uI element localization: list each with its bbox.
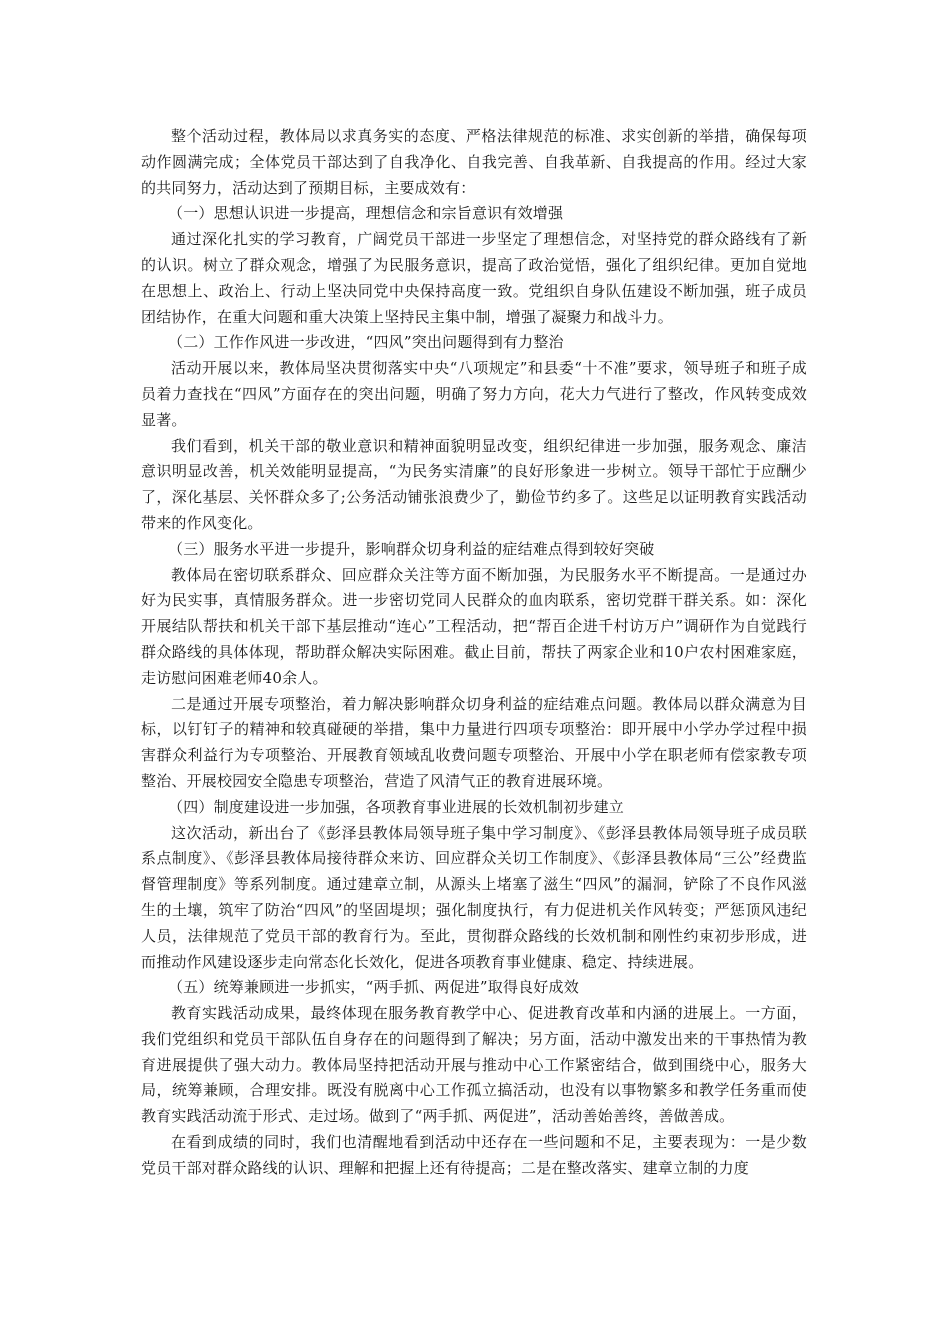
section-heading: （三）服务水平进一步提升，影响群众切身利益的症结难点得到较好突破 (168, 539, 655, 558)
section-heading: （二）工作作风进一步改进，“四风”突出问题得到有力整治 (168, 333, 564, 352)
paragraph: 二是通过开展专项整治，着力解决影响群众切身利益的症结难点问题。教体局以群众满意为目标，以钉钉子的精神和较真碰硬的举措，集中力量进行四项专项整治：即开展中小学办学过程中损害群众利益行为专项整治、开展教育领域乱收费问题专项整治、开展中小学在职老师有偿家教专项整治、开展校园安全隐患专项整治，营造了风清气正的教育进展环境。 (141, 694, 807, 790)
paragraph: 教体局在密切联系群众、回应群众关注等方面不断加强，为民服务水平不断提高。一是通过办好为民实事，真情服务群众。进一步密切党同人民群众的血肉联系，密切党群干群关系。如：深化开展结队帮扶和机关干部下基层推动“连心”工程活动，把“帮百企进千村访万户”调研作为自觉践行群众路线的具体体现，帮助群众解决实际困难。截止目前，帮扶了两家企业和10户农村困难家庭，走访慰问困难老师40余人。 (141, 565, 807, 687)
paragraph: 在看到成绩的同时，我们也清醒地看到活动中还存在一些问题和不足，主要表现为：一是少数党员干部对群众路线的认识、理解和把握上还有待提高；二是在整改落实、建章立制的力度 (141, 1133, 807, 1177)
paragraph: 教育实践活动成果，最终体现在服务教育教学中心、促进教育改革和内涵的进展上。一方面，我们党组织和党员干部队伍自身存在的问题得到了解决；另方面，活动中激发出来的干事热情为教育进展提供了强大动力。教体局坚持把活动开展与推动中心工作紧密结合，做到围绕中心，服务大局，统筹兼顾，合理安排。既没有脱离中心工作孤立搞活动，也没有以事物繁多和教学任务重而使教育实践活动流于形式、走过场。做到了“两手抓、两促进”，活动善始善终，善做善成。 (141, 1004, 807, 1126)
paragraph: 整个活动过程，教体局以求真务实的态度、严格法律规范的标准、求实创新的举措，确保每项动作圆满完成；全体党员干部达到了自我净化、自我完善、自我革新、自我提高的作用。经过大家的共同努力，活动达到了预期目标，主要成效有： (141, 127, 807, 197)
section-heading: （一）思想认识进一步提高，理想信念和宗旨意识有效增强 (168, 204, 564, 223)
section-heading: （五）统筹兼顾进一步抓实，“两手抓、两促进”取得良好成效 (168, 978, 579, 997)
document-body (141, 124, 807, 1182)
paragraph: 通过深化扎实的学习教育，广阔党员干部进一步坚定了理想信念，对坚持党的群众路线有了新的认识。树立了群众观念，增强了为民服务意识，提高了政治觉悟，强化了组织纪律。更加自觉地在思想上、政治上、行动上坚决同党中央保持高度一致。党组织自身队伍建设不断加强，班子成员团结协作，在重大问题和重大决策上坚持民主集中制，增强了凝聚力和战斗力。 (141, 230, 807, 326)
paragraph: 这次活动，新出台了《彭泽县教体局领导班子集中学习制度》、《彭泽县教体局领导班子成员联系点制度》、《彭泽县教体局接待群众来访、回应群众关切工作制度》、《彭泽县教体局“三公”经费监督管理制度》等系列制度。通过建章立制，从源头上堵塞了滋生“四风”的漏洞，铲除了不良作风滋生的土壤，筑牢了防治“四风”的坚固堤坝；强化制度执行，有力促进机关作风转变；严惩顶风违纪人员，法律规范了党员干部的教育行为。至此，贯彻群众路线的长效机制和刚性约束初步形成，进而推动作风建设逐步走向常态化长效化，促进各项教育事业健康、稳定、持续进展。 (141, 823, 807, 971)
section-heading: （四）制度建设进一步加强，各项教育事业进展的长效机制初步建立 (168, 797, 625, 816)
paragraph: 我们看到，机关干部的敬业意识和精神面貌明显改变，组织纪律进一步加强，服务观念、廉洁意识明显改善，机关效能明显提高，“为民务实清廉”的良好形象进一步树立。领导干部忙于应酬少了，深化基层、关怀群众多了;公务活动铺张浪费少了，勤俭节约多了。这些足以证明教育实践活动带来的作风变化。 (141, 436, 807, 532)
paragraph: 活动开展以来，教体局坚决贯彻落实中央“八项规定”和县委“十不准”要求，领导班子和班子成员着力查找在“四风”方面存在的突出问题，明确了努力方向，花大力气进行了整改，作风转变成效显著。 (141, 359, 807, 429)
